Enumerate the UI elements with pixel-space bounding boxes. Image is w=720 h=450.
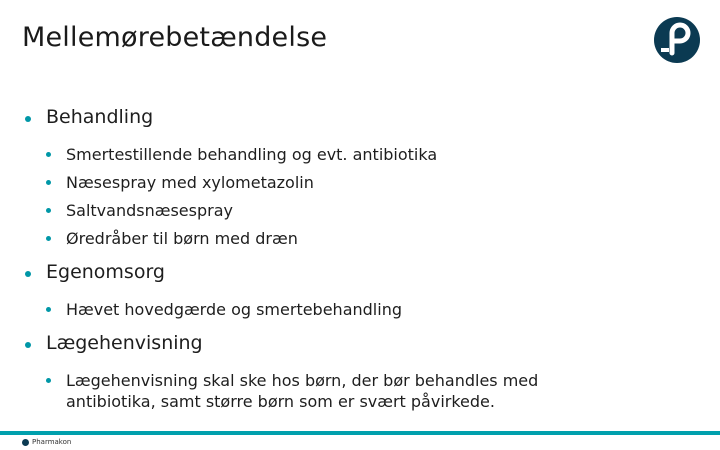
list-item: Øredråber til børn med dræn: [24, 228, 684, 249]
list-item: Næsespray med xylometazolin: [24, 172, 684, 193]
section-heading-egenomsorg: Egenomsorg: [24, 261, 684, 283]
section-heading-behandling: Behandling: [24, 106, 684, 128]
slide-title: Mellemørebetændelse: [22, 22, 328, 53]
list-item: Smertestillende behandling og evt. antibiotika: [24, 144, 684, 165]
section-list-laegehenvisning: [24, 370, 684, 412]
list-item: Saltvandsnæsespray: [24, 200, 684, 221]
list-item: Hævet hovedgærde og smertebehandling: [24, 299, 684, 320]
section-list-egenomsorg: [24, 299, 684, 320]
footer-brand: Pharmakon: [32, 438, 72, 446]
section-list-behandling: [24, 144, 684, 249]
list-item: Lægehenvisning skal ske hos børn, der bør behandles med antibiotika, samt større børn som er svært påvirkede.: [24, 370, 606, 412]
pharmakon-mini-logo-icon: [22, 439, 29, 446]
slide-content: [24, 106, 684, 412]
footer: [22, 438, 71, 446]
footer-divider: [0, 431, 720, 435]
section-heading-laegehenvisning: Lægehenvisning: [24, 332, 684, 354]
pharmakon-logo-icon: [652, 15, 702, 65]
